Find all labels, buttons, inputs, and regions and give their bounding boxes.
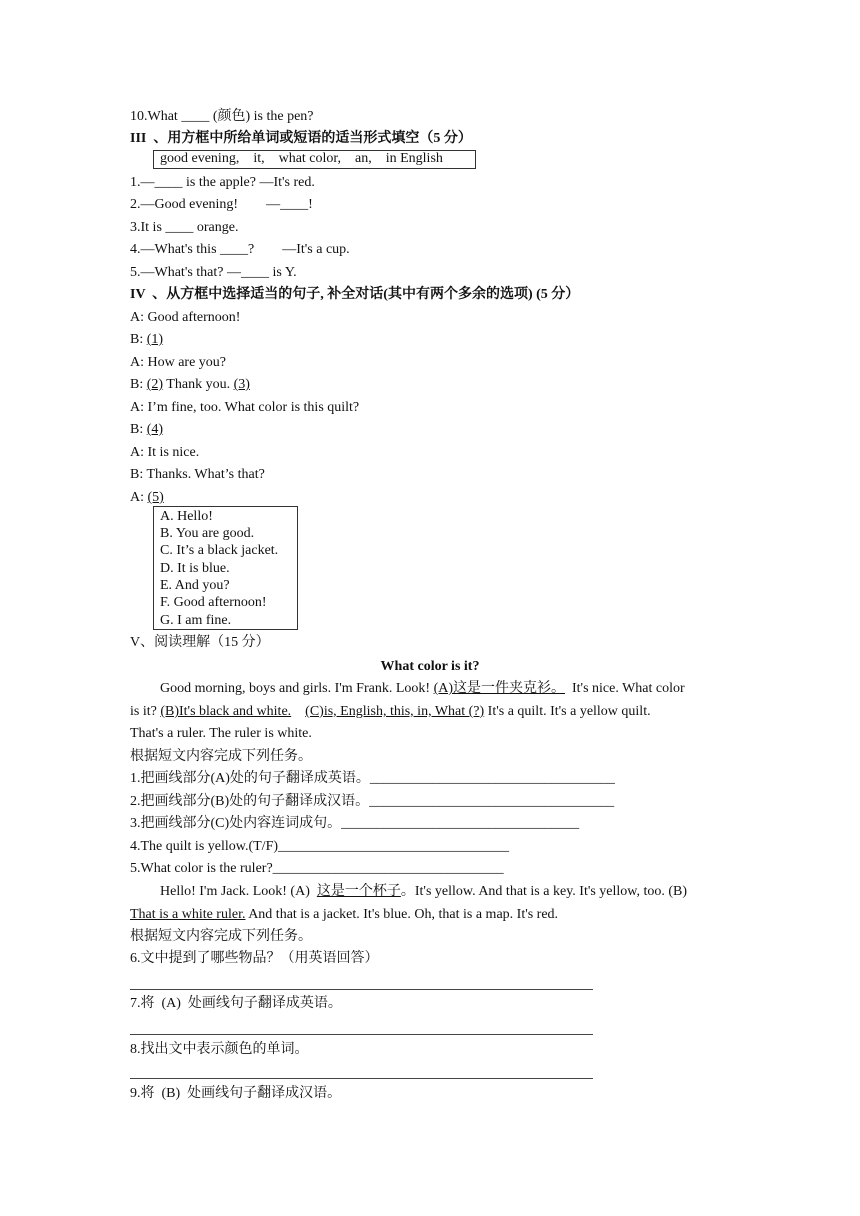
- answer-line-7: [130, 1034, 593, 1035]
- sec3-item-3: 3.It is ____ orange.: [130, 220, 239, 235]
- task-1: 1.把画线部分(A)处的句子翻译成英语。___________________________________: [130, 771, 615, 786]
- underlined-a: (A)这是一件夹克衫。: [433, 681, 565, 696]
- sec3-item-2: 2.—Good evening! —____!: [130, 197, 313, 212]
- section-4-heading: IV 、从方框中选择适当的句子, 补全对话(其中有两个多余的选项) (5 分）: [130, 287, 580, 302]
- option-b: B. You are good.: [160, 526, 255, 541]
- dialog-line-2: B: (1): [130, 332, 164, 347]
- blank-4: (4): [146, 422, 164, 437]
- task-4: 4.The quilt is yellow.(T/F)_________________________________: [130, 839, 510, 854]
- blank-3: (3): [233, 377, 250, 392]
- dialog-line-7: A: It is nice.: [130, 445, 200, 460]
- blank-1: (1): [146, 332, 164, 347]
- dialog-line-9: A: (5): [130, 490, 164, 505]
- blank-5: (5): [147, 490, 164, 505]
- task-instruction-2: 根据短文内容完成下列任务。: [130, 929, 312, 944]
- option-c: C. It’s a black jacket.: [160, 543, 279, 558]
- passage-2-line-1: Hello! I'm Jack. Look! (A) 这是一个杯子。It's yellow. And that is a key. It's yellow, too. (B): [160, 884, 688, 899]
- word-box-text: good evening, it, what color, an, in English: [160, 151, 443, 166]
- section-3-heading: III 、用方框中所给单词或短语的适当形式填空（5 分）: [130, 131, 472, 146]
- question-10: 10.What ____ (颜色) is the pen?: [130, 109, 314, 124]
- passage-1-line-3: That's a ruler. The ruler is white.: [130, 726, 312, 741]
- option-e: E. And you?: [160, 578, 230, 593]
- dialog-line-5: A: I’m fine, too. What color is this quilt?: [130, 400, 360, 415]
- answer-line-8: [130, 1078, 593, 1079]
- option-g: G. I am fine.: [160, 613, 232, 628]
- dialog-line-8: B: Thanks. What’s that?: [130, 467, 265, 482]
- dialog-line-4: B: (2) Thank you. (3): [130, 377, 250, 392]
- task-2: 2.把画线部分(B)处的句子翻译成汉语。___________________________________: [130, 794, 615, 809]
- passage-1-line-1: Good morning, boys and girls. I'm Frank. Look! (A)这是一件夹克衫。 It's nice. What color: [160, 681, 685, 696]
- passage-title: What color is it?: [380, 659, 480, 674]
- passage-2-line-2: That is a white ruler. And that is a jacket. It's blue. Oh, that is a map. It's red.: [130, 907, 559, 922]
- task-3: 3.把画线部分(C)处内容连词成句。__________________________________: [130, 816, 580, 831]
- passage-1-line-2: is it? (B)It's black and white. (C)is, English, this, in, What (?) It's a quilt. It's a yellow quilt.: [130, 704, 651, 719]
- underlined-b: (B)It's black and white.: [160, 704, 292, 719]
- sec3-item-1: 1.—____ is the apple? —It's red.: [130, 175, 315, 190]
- question-7: 7.将 (A) 处画线句子翻译成英语。: [130, 996, 342, 1011]
- question-9: 9.将 (B) 处画线句子翻译成汉语。: [130, 1086, 342, 1101]
- underlined-ruler: That is a white ruler.: [130, 907, 246, 922]
- task-5: 5.What color is the ruler?_________________________________: [130, 861, 504, 876]
- task-instruction-1: 根据短文内容完成下列任务。: [130, 749, 312, 764]
- answer-line-6: [130, 989, 593, 990]
- underlined-cup: 这是一个杯子: [316, 884, 401, 899]
- dialog-line-3: A: How are you?: [130, 355, 227, 370]
- dialog-line-6: B: (4): [130, 422, 164, 437]
- question-6: 6.文中提到了哪些物品？（用英语回答）: [130, 951, 379, 966]
- sec3-item-4: 4.—What's this ____? —It's a cup.: [130, 242, 350, 257]
- sec3-item-5: 5.—What's that? —____ is Y.: [130, 265, 297, 280]
- option-a: A. Hello!: [160, 509, 213, 524]
- section-5-heading: V、阅读理解（15 分）: [130, 635, 270, 650]
- blank-2: (2): [146, 377, 164, 392]
- question-8: 8.找出文中表示颜色的单词。: [130, 1042, 309, 1057]
- dialog-line-1: A: Good afternoon!: [130, 310, 241, 325]
- underlined-c: (C)is, English, this, in, What (?): [305, 704, 485, 719]
- option-f: F. Good afternoon!: [160, 595, 267, 610]
- option-d: D. It is blue.: [160, 561, 230, 576]
